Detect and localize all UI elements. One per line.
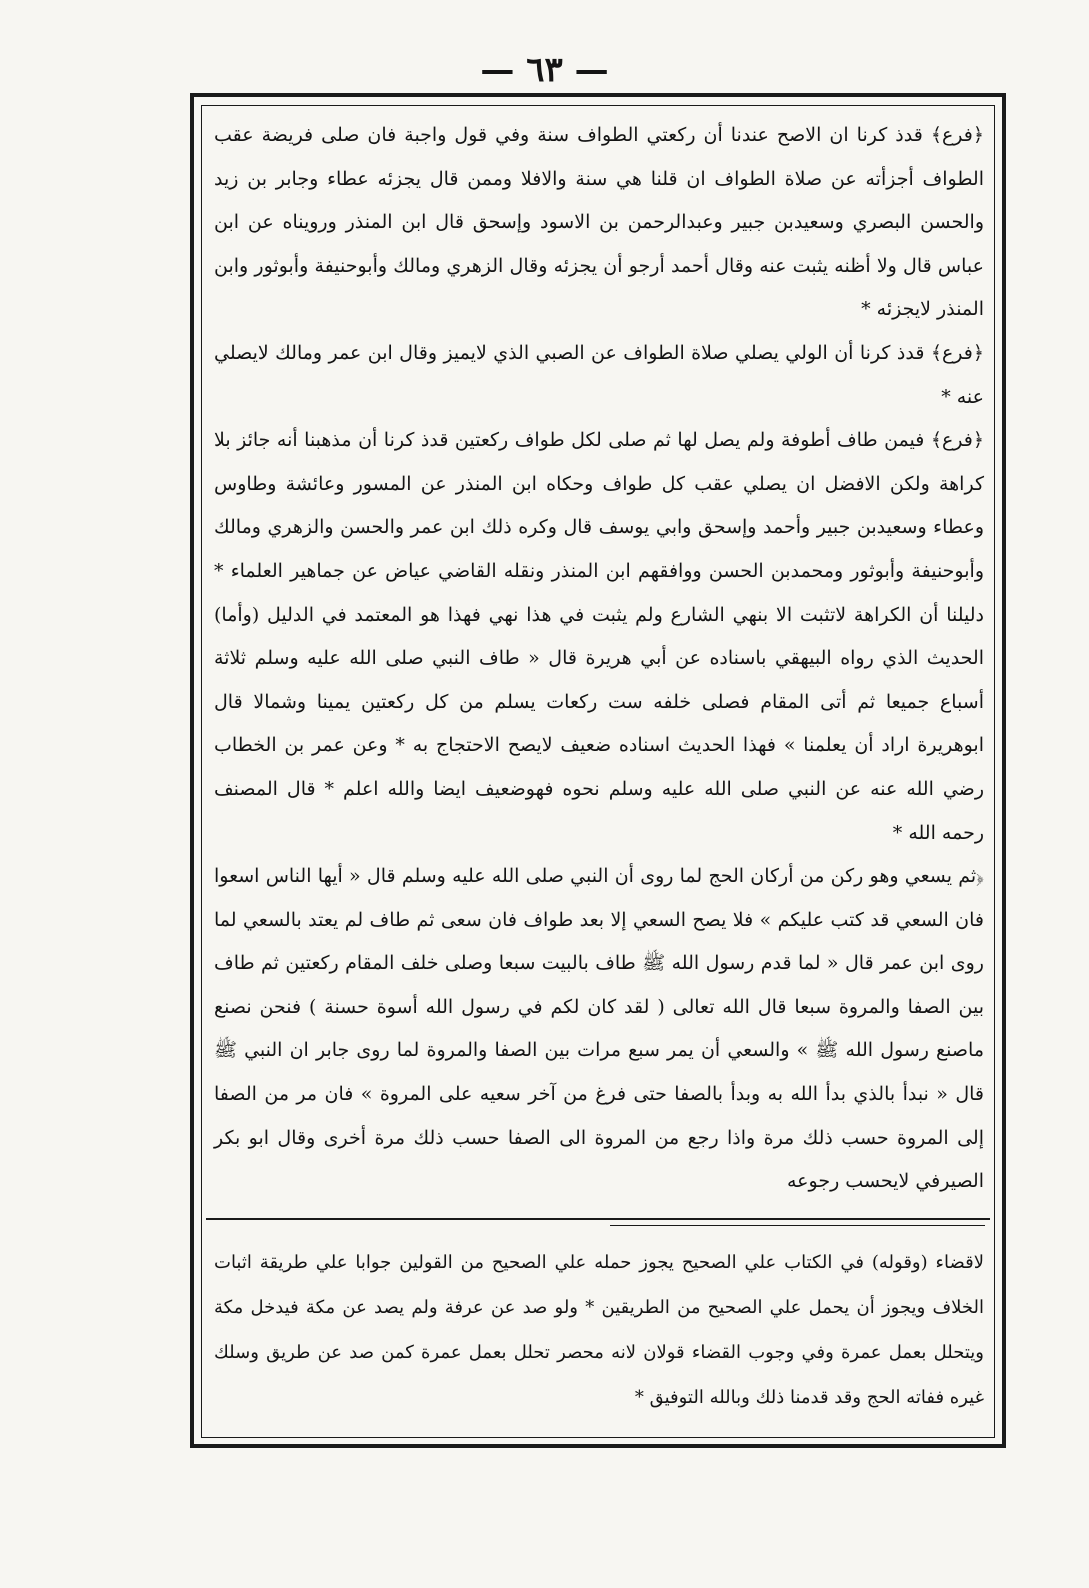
paragraph: ﴿فرع﴾ فيمن طاف أطوفة ولم يصل لها ثم صلى لكل طواف ركعتين قدذ كرنا أن مذهبنا أنه جائز بلا كراهة ولكن الافضل ان يصلي عقب كل طواف وحكاه ابن المنذر عن المسور وعائشة وطاوس وعطاء وسعيدبن جبير وأحمد وإسحق وابي يوسف قال وكره ذلك ابن عمر والحسن والزهري ومالك وأبوحنيفة وأبوثور ومحمدبن الحسن ووافقهم ابن المنذر ونقله القاضي عياض عن جماهير العلماء * دليلنا أن الكراهة لاتثبت الا بنهي الشارع ولم يثبت في هذا نهي فهذا هو المعتمد في الدليل (وأما) الحديث الذي رواه البيهقي باسناده عن أبي هريرة قال « طاف النبي صلى الله عليه وسلم ثلاثة أسباع جميعا ثم أتى المقام فصلى خلفه ست ركعات يسلم من كل ركعتين يمينا وشمالا قال ابوهريرة اراد أن يعلمنا » فهذا الحديث اسناده ضعيف لايصح الاحتجاج به * وعن عمر بن الخطاب رضي الله عنه عن النبي صلى الله عليه وسلم نحوه فهوضعيف ايضا والله اعلم * قال المصنف رحمه الله * xyxy=(214,429,984,844)
main-text xyxy=(214,114,984,1204)
footnote-divider-short xyxy=(610,1225,985,1226)
footnote xyxy=(214,1240,984,1420)
paragraph: ﴿ثم يسعي وهو ركن من أركان الحج لما روى أن النبي صلى الله عليه وسلم قال « أيها الناس اسعوا فان السعي قد كتب عليكم » فلا يصح السعي إلا بعد طواف فان سعى ثم طاف لم يعتد بالسعي لما روى ابن عمر قال « لما قدم رسول الله ﷺ طاف بالبيت سبعا وصلى خلف المقام ركعتين ثم طاف بين الصفا والمروة سبعا قال الله تعالى ( لقد كان لكم في رسول الله أسوة حسنة ) فنحن نصنع ماصنع رسول الله ﷺ » والسعي أن يمر سبع مرات بين الصفا والمروة لما روى جابر ان النبي ﷺ قال « نبدأ بالذي بدأ الله به وبدأ بالصفا حتى فرغ من آخر سعيه على المروة » فان مر من الصفا إلى المروة حسب ذلك مرة واذا رجع من المروة الى الصفا حسب ذلك مرة أخرى وقال ابو بكر الصيرفي لايحسب رجوعه xyxy=(214,865,984,1193)
paragraph: ﴿فرع﴾ قدذ كرنا ان الاصح عندنا أن ركعتي الطواف سنة وفي قول واجبة فان صلى فريضة عقب الطواف أجزأته عن صلاة الطواف ان قلنا هي سنة والافلا وممن قال يجزئه عطاء وجابر بن زيد والحسن البصري وسعيدبن جبير وعبدالرحمن بن الاسود وإسحق قال ابن المنذر ورويناه عن ابن عباس قال ولا أظنه يثبت عنه وقال أحمد أرجو أن يجزئه وقال الزهري ومالك وأبوحنيفة وأبوثور وابن المنذر لايجزئه * xyxy=(214,124,984,321)
page-number: — ٦٣ — xyxy=(480,50,609,90)
footnote-text: لاقضاء (وقوله) في الكتاب علي الصحيح يجوز حمله علي الصحيح من القولين جوابا علي طريقة اثبات الخلاف ويجوز أن يحمل علي الصحيح من الطريقين * ولو صد عن عرفة ولم يصد عن مكة فيدخل مكة ويتحلل بعمل عمرة وفي وجوب القضاء قولان لانه محصر تحلل بعمل عمرة كمن صد عن طريق وسلك غيره ففاته الحج وقد قدمنا ذلك وبالله التوفيق * xyxy=(214,1252,984,1408)
paragraph: ﴿فرع﴾ قدذ كرنا أن الولي يصلي صلاة الطواف عن الصبي الذي لايميز وقال ابن عمر ومالك لايصلي عنه * xyxy=(214,341,984,408)
footnote-divider xyxy=(206,1218,990,1220)
